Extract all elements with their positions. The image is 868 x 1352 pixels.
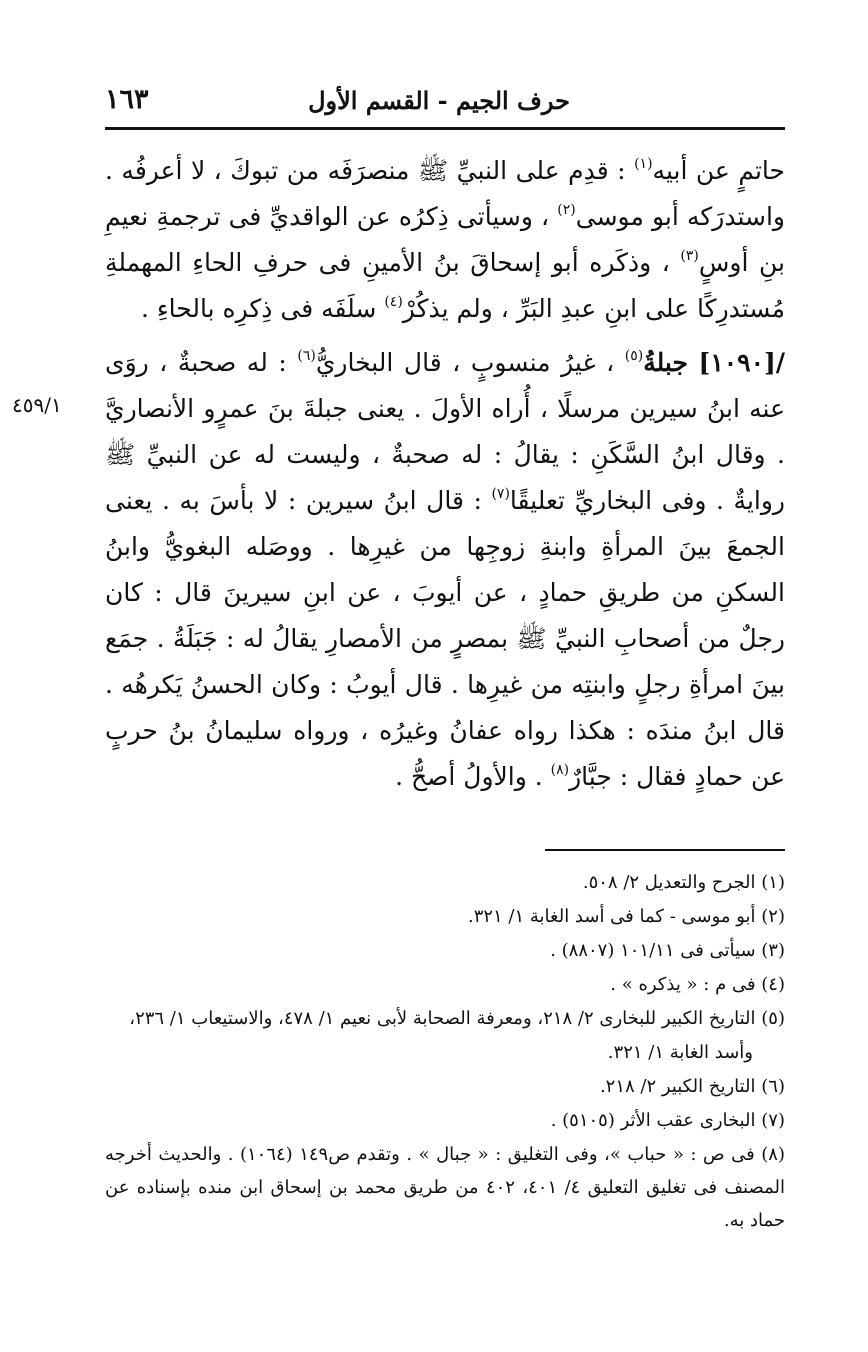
header-rule <box>105 127 785 130</box>
footnote-4: (٤) فى م : « يذكره » . <box>610 974 785 995</box>
entry-name: جبلةُ <box>643 348 688 377</box>
running-title: حرف الجيم - القسم الأول <box>308 86 570 115</box>
main-text <box>105 148 785 800</box>
footnote-3: (٣) سيأتى فى ١٠١/١١ (٨٨٠٧) . <box>550 940 785 961</box>
footnote-ref: (٤) <box>384 294 403 310</box>
text-run: حاتمٍ عن أبيه <box>652 156 785 185</box>
page-header <box>105 84 785 118</box>
page-number: ١٦٣ <box>105 84 149 115</box>
footnote-ref: (٢) <box>557 202 576 218</box>
footnote-2: (٢) أبو موسى - كما فى أسد الغابة ١/ ٣٢١. <box>467 906 785 927</box>
margin-reference: ٤٥٩/١ <box>12 393 62 417</box>
footnotes <box>105 866 785 1238</box>
footnote-8: (٨) فى ص : « حباب »، وفى التغليق : « جبال » . وتقدم ص١٤٩ (١٠٦٤) . والحديث أخرجه المصنف فى تغليق التعليق ٤/ ٤٠١، ٤٠٢ من طريق محمد بن إسحاق ابن منده بإسناده عن حماد به. <box>105 1144 785 1231</box>
footnote-5-continuation: وأسد الغابة ١/ ٣٢١. <box>607 1042 753 1063</box>
text-run: ، غيرُ منسوبٍ ، قال البخاريُّ <box>315 348 625 377</box>
footnote-ref: (٦) <box>297 348 316 364</box>
text-run: : له صحبةٌ ، روَى عنه ابنُ سيرين مرسلًا ، أُراه الأولَ . يعنى جبلةَ بنَ عمرٍو الأنصاريَّ . وقال ابنُ السَّكَنِ : يقالُ : له صحبةٌ ، وليست له عن النبيِّ ﷺ روايةٌ . وفى البخاريِّ تعليقًا <box>105 348 786 515</box>
entry-number: /[١٠٩٠] <box>698 348 786 377</box>
footnote-6: (٦) التاريخ الكبير ٢/ ٢١٨. <box>599 1076 785 1097</box>
text-run: . والأولُ أصحُّ . <box>395 762 551 791</box>
footnote-7: (٧) البخارى عقب الأثر (٥١٠٥) . <box>550 1110 785 1131</box>
footnote-rule <box>545 849 785 851</box>
text-run: ، وسيأتى ذِكرُه عن الواقديِّ فى ترجمةِ نعيمِ بنِ أوسٍ <box>105 202 785 277</box>
footnote-ref: (٣) <box>680 248 699 264</box>
paragraph-1 <box>105 148 785 332</box>
footnote-ref: (٧) <box>491 486 510 502</box>
footnote-ref: (١) <box>634 156 653 172</box>
footnote-ref: (٥) <box>624 348 644 364</box>
text-run: : قدِم على النبيِّ ﷺ منصرَفَه من تبوكَ ، لا أعرفُه . واستدرَكه أبو موسى <box>105 156 785 231</box>
paragraph-2 <box>105 340 785 800</box>
footnote-5: (٥) التاريخ الكبير للبخارى ٢/ ٢١٨، ومعرفة الصحابة لأبى نعيم ١/ ٤٧٨، والاستيعاب ١/ ٢٣٦، <box>129 1008 785 1029</box>
text-run: : قال ابنُ سيرين : لا بأسَ به . يعنى الجمعَ بينَ المرأةِ وابنةِ زوجِها من غيرِها . ووصَله البغويُّ وابنُ السكنِ من طريقِ حمادٍ ، عن أيوبَ ، عن ابنِ سيرينَ قال : كان رجلٌ من أصحابِ النبيِّ ﷺ بمصرٍ من الأمصارِ يقالُ له : جَبَلَةُ . جمَع بينَ امرأةِ رجلٍ وابنتِه من غيرِها . قال أيوبُ : وكان الحسنُ يَكرهُه . قال ابنُ مندَه : هكذا رواه عفانُ وغيرُه ، ورواه سليمانُ بنُ حربٍ عن حمادٍ فقال : جبَّارٌ <box>105 486 785 791</box>
text-run: سلَفَه فى ذِكرِه بالحاءِ . <box>140 294 385 323</box>
text-run: ، وذكَره أبو إسحاقَ بنُ الأمينِ فى حرفِ الحاءِ المهملةِ مُستدرِكًا على ابنِ عبدِ البَرِّ ، ولم يذكُرْ <box>105 248 785 323</box>
footnote-ref: (٨) <box>550 762 570 778</box>
footnote-1: (١) الجرح والتعديل ٢/ ٥٠٨. <box>582 872 785 893</box>
